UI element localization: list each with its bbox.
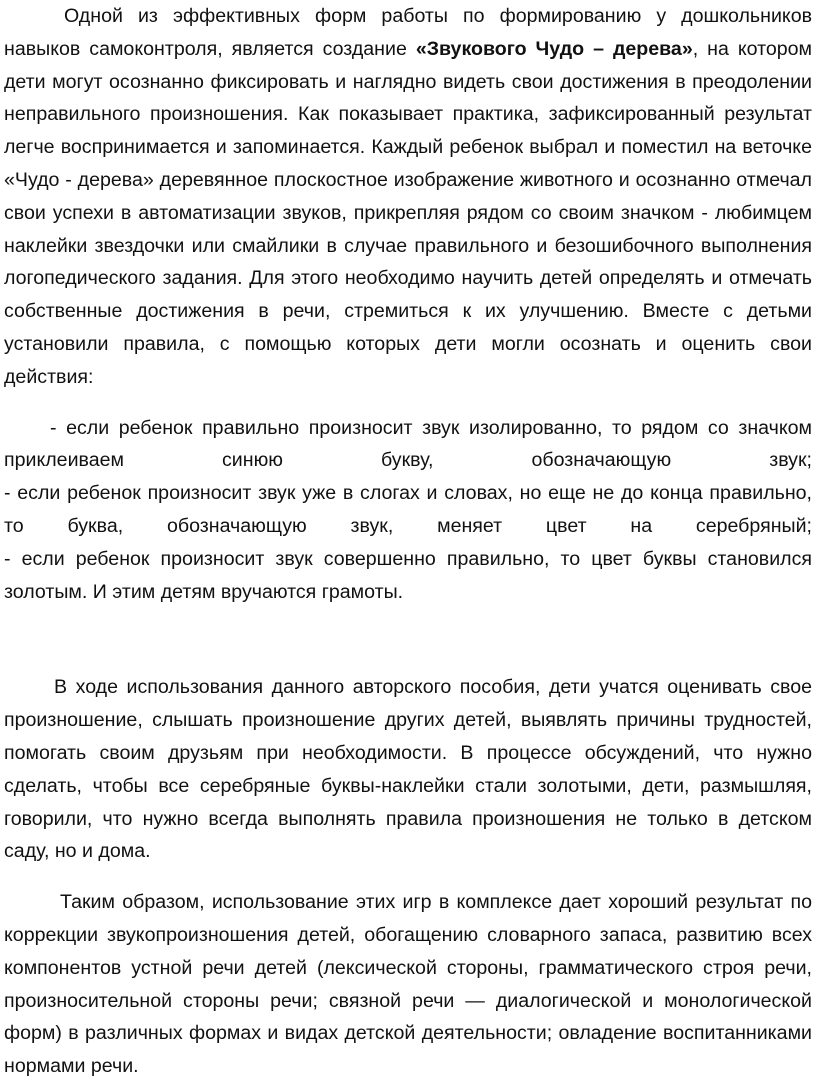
rule-correct-sound: - если ребенок произносит звук совершенно правильно, то цвет буквы становился золотым. И этим детям вручаются грамоты.	[4, 547, 812, 603]
intro-text-end: , на котором дети могут осознанно фиксировать и наглядно видеть свои достижения в преодолении неправильного произношения. Как показывает практика, зафиксированный результат легче воспринимается и запоминается. Каждый ребенок выбрал и поместил на веточке «Чудо - дерева» деревянное плоскостное изображение животного и осознанно отмечал свои успехи в автоматизации звуков, прикрепляя рядом со своим значком - любимцем наклейки звездочки или смайлики в случае правильного и безошибочного выполнения логопедического задания. Для этого необходимо научить детей определять и отмечать собственные достижения в речи, стремиться к их улучшению. Вместе с детьми установили правила, с помощью которых дети могли осознать и оценить свои действия:	[4, 37, 812, 388]
conclusion-paragraph: Таким образом, использование этих игр в комплексе дает хороший результат по коррекции звукопроизношения детей, обогащению словарного запаса, развитию всех компонентов устной речи детей (лексической стороны, грамматического строя речи, произносительной стороны речи; связной речи — диалогической и монологической форм) в различных формах и видах детской деятельности; овладение воспитанниками нормами речи.	[4, 891, 812, 1078]
intro-text-start: Одной из эффективных форм работы по формированию у дошкольников навыков самоконтроля, является создание	[4, 5, 812, 60]
wonder-tree-title: «Звукового Чудо – дерева»	[415, 37, 693, 60]
rule-syllables-words: - если ребенок произносит звук уже в слогах и словах, но еще не до конца правильно, то буква, обозначающую звук, меняет цвет на серебряный;	[4, 482, 812, 537]
usage-paragraph: В ходе использования данного авторского пособия, дети учатся оценивать свое произношение, слышать произношение других детей, выявлять причины трудностей, помогать своим друзьям при необходимости. В процессе обсуждений, что нужно сделать, чтобы все серебряные буквы-наклейки стали золотыми, дети, размышляя, говорили, что нужно всегда выполнять правила произношения не только в детском саду, но и дома.	[4, 676, 812, 863]
intro-paragraph	[4, 0, 812, 394]
rules-paragraph	[4, 412, 812, 609]
document-page	[4, 0, 812, 1083]
rule-isolated-sound: - если ребенок правильно произносит звук изолированно, то рядом со значком приклеиваем синюю букву, обозначающую звук;	[4, 416, 812, 472]
